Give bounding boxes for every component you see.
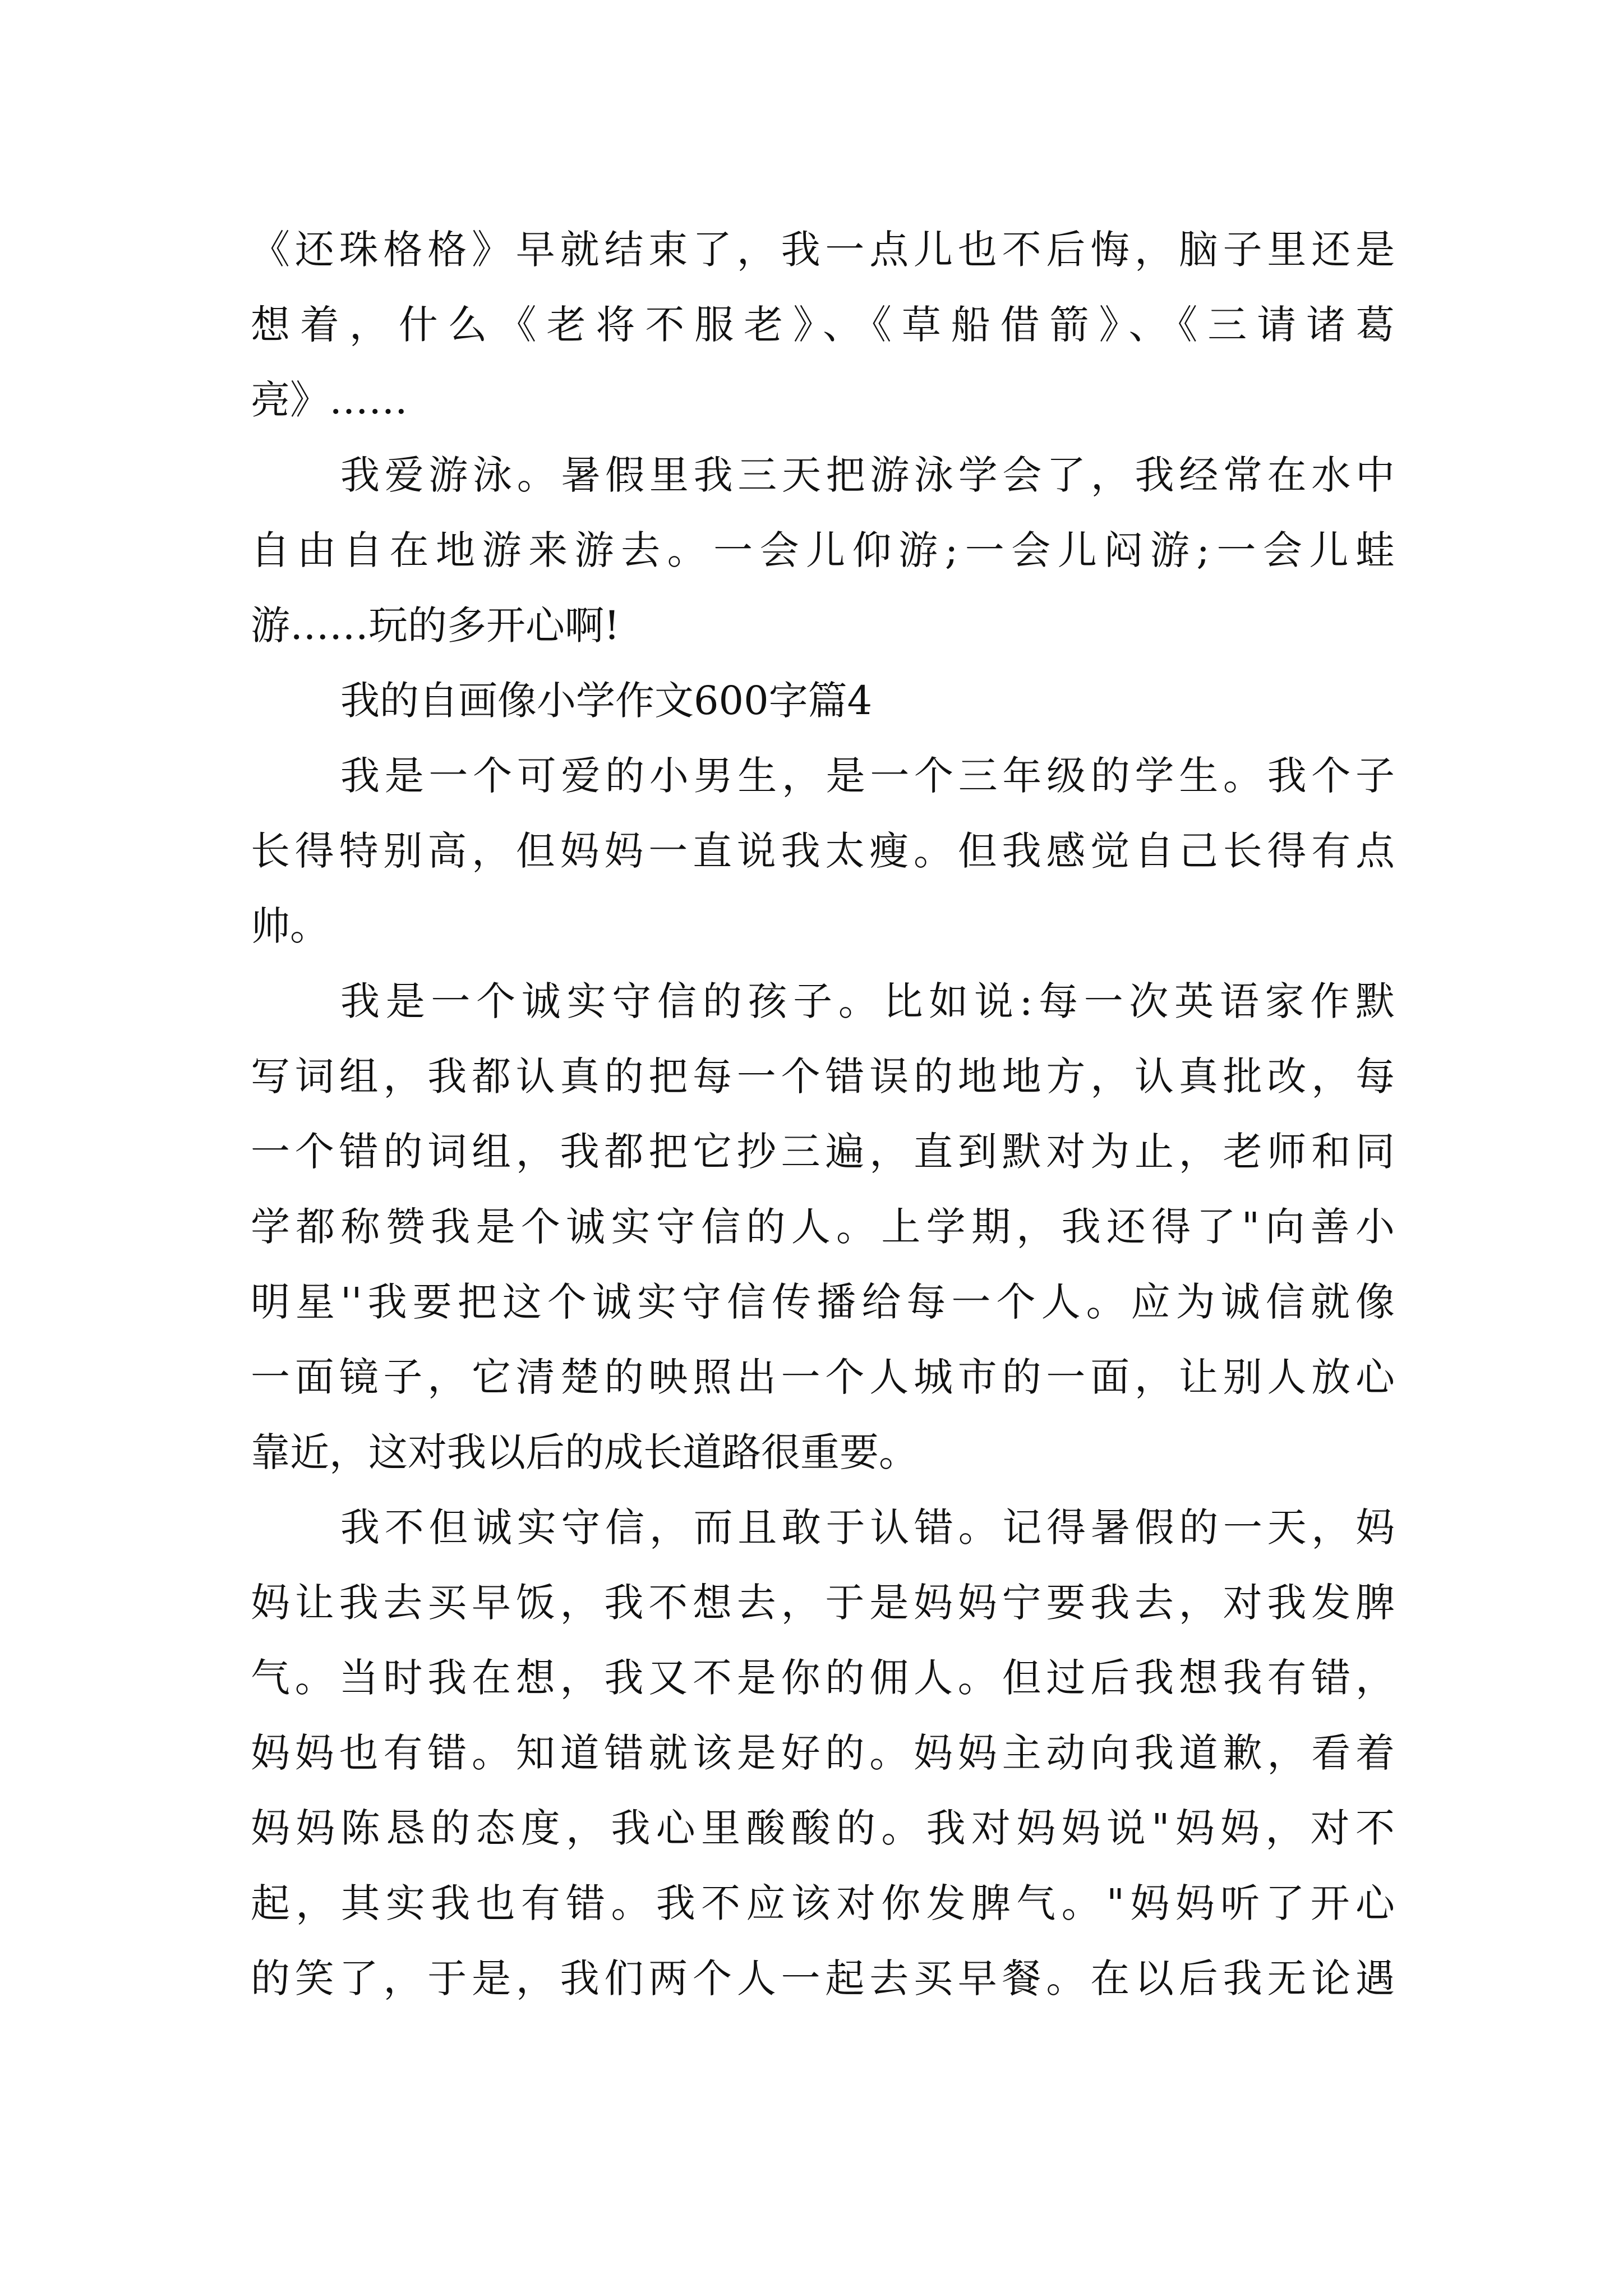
text-line: 《还珠格格》早就结束了，我一点儿也不后悔，脑子里还是 — [251, 227, 1395, 273]
paragraph — [251, 738, 1395, 964]
text-line: 起，其实我也有错。我不应该对你发脾气。"妈妈听了开心 — [251, 1880, 1395, 1926]
paragraph — [251, 212, 1395, 438]
text-line: 长得特别高，但妈妈一直说我太瘦。但我感觉自己长得有点 — [251, 828, 1395, 874]
text-line: 一个错的词组，我都把它抄三遍，直到默对为止，老师和同 — [251, 1129, 1395, 1175]
paragraph — [251, 964, 1395, 1490]
text-line: 写词组，我都认真的把每一个错误的地地方，认真批改，每 — [251, 1053, 1395, 1099]
text-line: 帅。 — [251, 903, 329, 949]
text-line: 妈妈陈恳的态度，我心里酸酸的。我对妈妈说"妈妈，对不 — [251, 1805, 1395, 1851]
text-line: 气。当时我在想，我又不是你的佣人。但过后我想我有错， — [251, 1655, 1395, 1701]
text-line: 想着，什么《老将不服老》、《草船借箭》、《三请诸葛 — [251, 302, 1395, 348]
section-heading — [251, 663, 1395, 738]
text-line: 我爱游泳。暑假里我三天把游泳学会了，我经常在水中 — [340, 452, 1395, 498]
text-line: 我不但诚实守信，而且敢于认错。记得暑假的一天，妈 — [340, 1504, 1395, 1550]
document-body — [251, 212, 1395, 2016]
text-line: 自由自在地游来游去。一会儿仰游;一会儿闷游;一会儿蛙 — [251, 527, 1395, 573]
text-line: 妈让我去买早饭，我不想去，于是妈妈宁要我去，对我发脾 — [251, 1580, 1395, 1626]
heading-text: 我的自画像小学作文600字篇4 — [340, 678, 873, 724]
text-line: 我是一个可爱的小男生，是一个三年级的学生。我个子 — [340, 753, 1395, 799]
text-line: 靠近，这对我以后的成长道路很重要。 — [251, 1429, 918, 1475]
text-line: 明星''我要把这个诚实守信传播给每一个人。应为诚信就像 — [251, 1279, 1395, 1325]
text-line: 妈妈也有错。知道错就该是好的。妈妈主动向我道歉，看着 — [251, 1730, 1395, 1776]
text-line: 亮》…… — [251, 377, 408, 423]
paragraph — [251, 1490, 1395, 2016]
text-line: 的笑了，于是，我们两个人一起去买早餐。在以后我无论遇 — [251, 1955, 1395, 2001]
text-line: 一面镜子，它清楚的映照出一个人城市的一面，让别人放心 — [251, 1354, 1395, 1400]
text-line: 学都称赞我是个诚实守信的人。上学期，我还得了"向善小 — [251, 1204, 1395, 1250]
text-line: 游……玩的多开心啊! — [251, 602, 620, 648]
paragraph — [251, 438, 1395, 663]
text-line: 我是一个诚实守信的孩子。比如说:每一次英语家作默 — [340, 978, 1395, 1024]
